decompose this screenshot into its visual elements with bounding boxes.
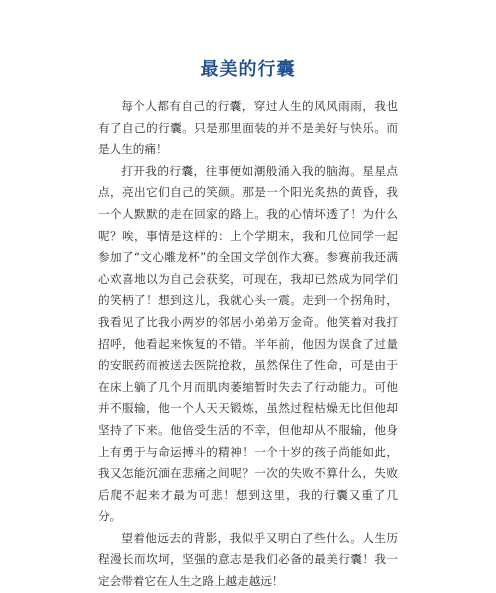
paragraph-3: 望着他远去的背影，我似乎又明白了些什么。人生历程漫长而坎坷，坚强的意志是我们必备的最美行囊！我一定会带着它在人生之路上越走越远！ <box>98 530 398 589</box>
paragraph-1: 每个人都有自己的行囊，穿过人生的风风雨雨，我也有了自己的行囊。只是那里面装的并不是美好与快乐。而是人生的痛！ <box>98 99 398 157</box>
document-title: 最美的行囊 <box>200 59 296 80</box>
paragraph-2: 打开我的行囊，往事便如潮般涌入我的脑海。星星点点，亮出它们自己的笑颜。那是一个阳光炙热的黄昏，我一个人默默的走在回家的路上。我的心情坏透了！为什么呢？唉，事情是这样的：上个学期末，我和几位同学一起参加了“文心雕龙杯”的全国文学创作大赛。参赛前我还满心欢喜地以为自己会获奖，可现在，我却已然成为同学们的笑柄了！想到这儿，我就心头一震。走到一个拐角时，我看见了比我小两岁的邻居小弟弟万金奇。他笑着对我打招呼，他看起来恢复的不错。半年前，他因为误食了过量的安眠药而被送去医院抢救，虽然保住了性命，可是由于在床上躺了几个月而肌肉萎缩暂时失去了行动能力。可他并不服输，他一个人天天锻炼，虽然过程枯燥无比但他却坚持了下来。他倍受生活的不幸，但他却从不服输，他身上有勇于与命运搏斗的精神！一个十岁的孩子尚能如此，我又怎能沉湎在悲痛之间呢？一次的失败不算什么，失败后爬不起来才最为可悲！想到这里，我的行囊又重了几分。 <box>98 163 398 524</box>
document-body <box>98 96 398 593</box>
